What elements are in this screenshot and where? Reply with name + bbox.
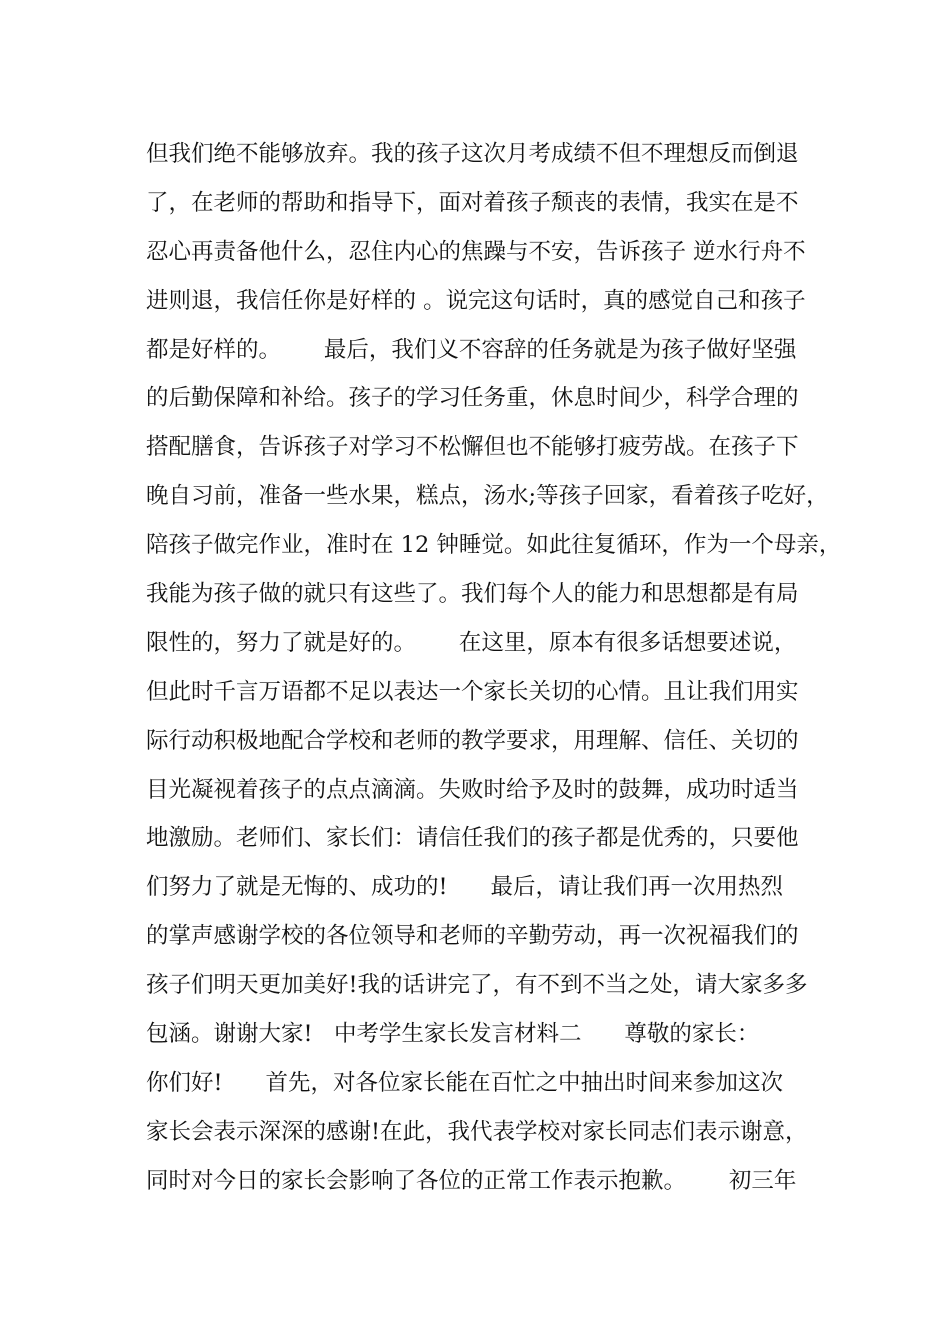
text-line: 但此时千言万语都不足以表达一个家长关切的心情。且让我们用实 (146, 678, 799, 705)
text-line: 都是好样的。 最后，我们义不容辞的任务就是为孩子做好坚强 (146, 336, 797, 363)
text-line: 晚自习前，准备一些水果，糕点，汤水;等孩子回家，看着孩子吃好， (146, 483, 829, 510)
text-line: 搭配膳食，告诉孩子对学习不松懈但也不能够打疲劳战。在孩子下 (146, 434, 799, 461)
text-line: 的掌声感谢学校的各位领导和老师的辛勤劳动，再一次祝福我们的 (146, 923, 799, 950)
text-line: 际行动积极地配合学校和老师的教学要求，用理解、信任、关切的 (146, 727, 799, 754)
text-line: 包涵。谢谢大家! 中考学生家长发言材料二 尊敬的家长： (146, 1021, 760, 1048)
text-line: 的后勤保障和补给。孩子的学习任务重，休息时间少，科学合理的 (146, 385, 799, 412)
text-line: 家长会表示深深的感谢!在此，我代表学校对家长同志们表示谢意， (146, 1118, 808, 1145)
text-line: 陪孩子做完作业，准时在 12 钟睡觉。如此往复循环，作为一个母亲， (146, 532, 842, 559)
text-line: 目光凝视着孩子的点点滴滴。失败时给予及时的鼓舞，成功时适当 (146, 776, 799, 803)
text-line: 地激励。老师们、家长们：请信任我们的孩子都是优秀的，只要他 (146, 825, 799, 852)
text-line: 进则退，我信任你是好样的 。说完这句话时，真的感觉自己和孩子 (146, 287, 806, 314)
text-line: 孩子们明天更加美好!我的话讲完了，有不到不当之处，请大家多多 (146, 972, 808, 999)
text-line: 限性的，努力了就是好的。 在这里，原本有很多话想要述说， (146, 629, 797, 656)
text-line: 同时对今日的家长会影响了各位的正常工作表示抱歉。 初三年 (146, 1167, 797, 1194)
text-line: 我能为孩子做的就只有这些了。我们每个人的能力和思想都是有局 (146, 581, 799, 608)
text-line: 但我们绝不能够放弃。我的孩子这次月考成绩不但不理想反而倒退 (146, 141, 799, 167)
text-line: 们努力了就是无悔的、成功的! 最后，请让我们再一次用热烈 (146, 874, 783, 901)
document-body (146, 130, 842, 1206)
text-line: 了，在老师的帮助和指导下，面对着孩子颓丧的表情，我实在是不 (146, 189, 799, 216)
text-line: 忍心再责备他什么，忍住内心的焦躁与不安，告诉孩子 逆水行舟不 (146, 238, 806, 265)
text-line: 你们好! 首先，对各位家长能在百忙之中抽出时间来参加这次 (146, 1069, 783, 1096)
